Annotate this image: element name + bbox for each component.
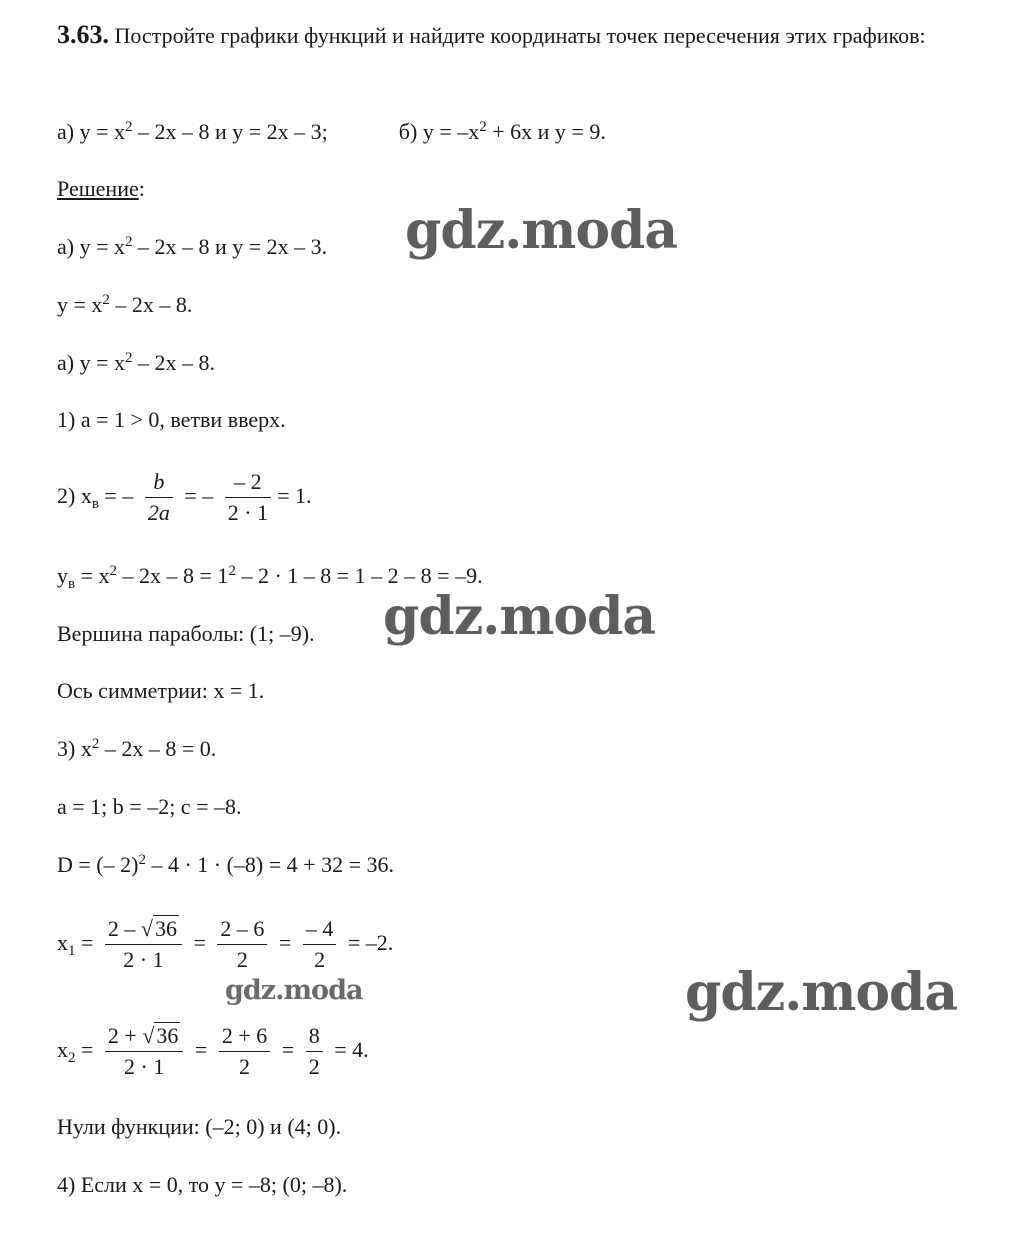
l5-pre: 2) x [57, 483, 92, 508]
l13-pre: x [57, 1037, 68, 1062]
watermark-1: gdz.moda [405, 200, 678, 261]
l6-mid1: = x [75, 563, 110, 588]
function-zeros-line: Нули функции: (–2; 0) и (4; 0). [57, 1114, 342, 1139]
l12-sub: 1 [68, 943, 76, 959]
vertex-x-formula [57, 454, 312, 538]
l3-exp: 2 [125, 350, 133, 366]
fraction-b-over-2a: $\frac{b}{2a}$ [145, 467, 173, 528]
l11-pre: D = (– 2) [57, 852, 139, 877]
l1-post: – 2x – 8 и y = 2x – 3. [132, 234, 328, 259]
task-parts [57, 118, 606, 146]
x1-fraction-1: $\frac{2 - √36}{2 \cdot 1}$ [105, 914, 182, 975]
l6-pre: y [57, 563, 68, 588]
x1-fraction-2: $\frac{2 - 6}{2}$ [217, 914, 267, 975]
l2-post: – 2x – 8. [109, 292, 193, 317]
watermark-4: gdz.moda [225, 975, 363, 1006]
watermark-3: gdz.moda [685, 962, 958, 1023]
discriminant-line [57, 851, 394, 879]
l1-pre: а) y = x [57, 234, 125, 259]
part-b-label: б) y = –x [398, 119, 480, 144]
l5-eq2: = – [184, 483, 214, 508]
part-a-exp: 2 [125, 119, 133, 135]
solution-colon: : [138, 176, 145, 201]
l6-sub: в [68, 576, 76, 592]
solution-line-4: 1) a = 1 > 0, ветви вверх. [57, 407, 286, 432]
y-intercept-line: 4) Если x = 0, то y = –8; (0; –8). [57, 1172, 348, 1197]
solution-line-1 [57, 233, 327, 261]
l3-pre: а) y = x [57, 350, 125, 375]
l5-eq1: = – [98, 483, 134, 508]
solution-line-10: a = 1; b = –2; c = –8. [57, 794, 242, 819]
l12-post: = –2. [342, 930, 394, 955]
l12-pre: x [57, 930, 68, 955]
solution-line-9 [57, 735, 216, 763]
watermark-2: gdz.moda [383, 586, 656, 647]
l2-exp: 2 [102, 292, 110, 308]
l6-mid2: – 2x – 8 = 1 [117, 563, 229, 588]
l11-post: – 4 · 1 · (–8) = 4 + 32 = 36. [145, 852, 394, 877]
l9-post: – 2x – 8 = 0. [99, 736, 217, 761]
task-statement: Постройте графики функций и найдите координаты точек пересечения этих графиков: [114, 23, 926, 48]
x2-fraction-2: $\frac{2 + 6}{2}$ [219, 1021, 270, 1082]
l13-post: = 4. [328, 1037, 369, 1062]
l9-pre: 3) x [57, 736, 92, 761]
x1-fraction-3: $\frac{- 4}{2}$ [303, 914, 337, 975]
l11-exp: 2 [138, 852, 146, 868]
root-x2-formula: $x_2$ = $\frac{2 + √36}{2 \cdot 1}$ = $\frac{2 + 6}{2}$ = $\frac{8}{2}$ = 4. [57, 1008, 369, 1092]
l2-pre: y = x [57, 292, 103, 317]
l13-eq: = [75, 1037, 99, 1062]
l6-exp1: 2 [109, 563, 118, 579]
solution-line-7: Вершина параболы: (1; –9). [57, 621, 315, 646]
l1-exp: 2 [125, 234, 133, 250]
part-b-exp: 2 [479, 119, 487, 135]
l6-exp2: 2 [228, 563, 236, 579]
task-number: 3.63. [57, 20, 109, 49]
root-x1-formula: $x_1$ = $\frac{2 - √36}{2 \cdot 1}$ = $\frac{2 - 6}{2}$ = $\frac{- 4}{2}$ = –2. [57, 901, 393, 985]
task-header [57, 18, 1007, 53]
solution-line-3 [57, 349, 215, 377]
solution-line-8: Ось симметрии: x = 1. [57, 678, 265, 703]
l5-sub: в [91, 496, 99, 512]
part-a-rest: – 2x – 8 и y = 2x – 3; [132, 119, 328, 144]
l13-sub: 2 [68, 1050, 76, 1066]
part-b-rest: + 6x и y = 9. [486, 119, 606, 144]
fraction-minus2-over-2: $\frac{- 2}{2 \cdot 1}$ [225, 467, 271, 528]
l6-post: – 2 · 1 – 8 = 1 – 2 – 8 = –9. [235, 563, 483, 588]
solution-heading [57, 175, 145, 203]
part-a-label: а) y = x [57, 119, 125, 144]
solution-title: Решение [57, 176, 139, 201]
l9-exp: 2 [91, 736, 100, 752]
l5-post: = 1. [277, 483, 312, 508]
solution-line-2 [57, 291, 192, 319]
l12-eq: = [75, 930, 99, 955]
x2-fraction-3: $\frac{8}{2}$ [306, 1021, 323, 1082]
l3-post: – 2x – 8. [132, 350, 215, 375]
x2-fraction-1: $\frac{2 + √36}{2 \cdot 1}$ [105, 1021, 184, 1082]
